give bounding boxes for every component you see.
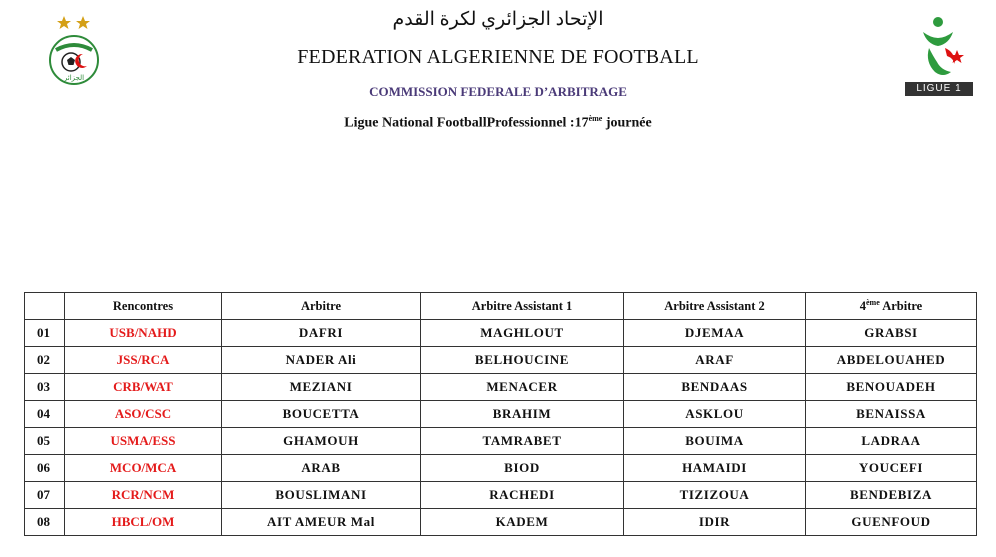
fourth-sup: ème [866, 297, 880, 307]
assistant1-cell: TAMRABET [421, 428, 624, 455]
assistant2-cell: TIZIZOUA [624, 482, 806, 509]
assistant2-cell: BENDAAS [624, 374, 806, 401]
col-header-rencontres: Rencontres [65, 293, 222, 320]
referee-cell: BOUCETTA [222, 401, 421, 428]
ligue-sup: ème [588, 114, 603, 123]
assistant2-cell: BOUIMA [624, 428, 806, 455]
assistant1-cell: BIOD [421, 455, 624, 482]
fourth-prefix: 4 [859, 299, 866, 314]
fourth-referee-cell: BENOUADEH [806, 374, 977, 401]
fourth-referee-cell: LADRAA [806, 428, 977, 455]
row-number: 02 [25, 347, 65, 374]
row-number: 08 [25, 509, 65, 536]
referee-cell: NADER Ali [222, 347, 421, 374]
table-row [25, 509, 977, 536]
arabic-title: الإتحاد الجزائري لكرة القدم [392, 9, 604, 30]
assistant1-cell: BRAHIM [421, 401, 624, 428]
match-cell: USB/NAHD [65, 320, 222, 347]
assistant2-cell: ASKLOU [624, 401, 806, 428]
assistant1-cell: MENACER [421, 374, 624, 401]
assistant1-cell: RACHEDI [421, 482, 624, 509]
referees-table [24, 292, 977, 536]
table-header-row [25, 293, 977, 320]
col-header-arbitre: Arbitre [222, 293, 421, 320]
ligue-suffix: journée [602, 115, 652, 131]
federation-title: FEDERATION ALGERIENNE DE FOOTBALL [297, 46, 699, 68]
ligue-round-title [0, 114, 996, 132]
row-number: 05 [25, 428, 65, 455]
table-row [25, 401, 977, 428]
referee-cell: ARAB [222, 455, 421, 482]
fourth-referee-cell: GRABSI [806, 320, 977, 347]
match-cell: ASO/CSC [65, 401, 222, 428]
assistant1-cell: BELHOUCINE [421, 347, 624, 374]
fourth-referee-cell: YOUCEFI [806, 455, 977, 482]
table-row [25, 428, 977, 455]
assistant1-cell: KADEM [421, 509, 624, 536]
ligue1-label: LIGUE 1 [905, 82, 973, 96]
col-header-num [25, 293, 65, 320]
row-number: 06 [25, 455, 65, 482]
row-number: 07 [25, 482, 65, 509]
commission-title: COMMISSION FEDERALE D’ARBITRAGE [369, 84, 627, 99]
table-row [25, 374, 977, 401]
assistant2-cell: IDIR [624, 509, 806, 536]
fourth-referee-cell: ABDELOUAHED [806, 347, 977, 374]
row-number: 04 [25, 401, 65, 428]
row-number: 01 [25, 320, 65, 347]
match-cell: JSS/RCA [65, 347, 222, 374]
col-header-assistant-2: Arbitre Assistant 2 [624, 293, 806, 320]
assistant2-cell: HAMAIDI [624, 455, 806, 482]
match-cell: HBCL/OM [65, 509, 222, 536]
table-row [25, 455, 977, 482]
fourth-referee-cell: BENDEBIZA [806, 482, 977, 509]
match-cell: USMA/ESS [65, 428, 222, 455]
table-row [25, 482, 977, 509]
referee-cell: MEZIANI [222, 374, 421, 401]
match-cell: RCR/NCM [65, 482, 222, 509]
referee-cell: GHAMOUH [222, 428, 421, 455]
table-row [25, 320, 977, 347]
assistant2-cell: ARAF [624, 347, 806, 374]
assistant1-cell: MAGHLOUT [421, 320, 624, 347]
referee-cell: BOUSLIMANI [222, 482, 421, 509]
fourth-referee-cell: BENAISSA [806, 401, 977, 428]
table-row [25, 347, 977, 374]
row-number: 03 [25, 374, 65, 401]
match-cell: MCO/MCA [65, 455, 222, 482]
fourth-suffix: Arbitre [879, 299, 923, 314]
referee-cell: AIT AMEUR Mal [222, 509, 421, 536]
referee-cell: DAFRI [222, 320, 421, 347]
left-badge-text: الجزائر [63, 74, 85, 82]
col-header-assistant-1: Arbitre Assistant 1 [421, 293, 624, 320]
match-cell: CRB/WAT [65, 374, 222, 401]
col-header-fourth [806, 293, 977, 320]
fourth-referee-cell: GUENFOUD [806, 509, 977, 536]
ligue-prefix: Ligue National FootballProfessionnel :17 [344, 115, 589, 131]
assistant2-cell: DJEMAA [624, 320, 806, 347]
